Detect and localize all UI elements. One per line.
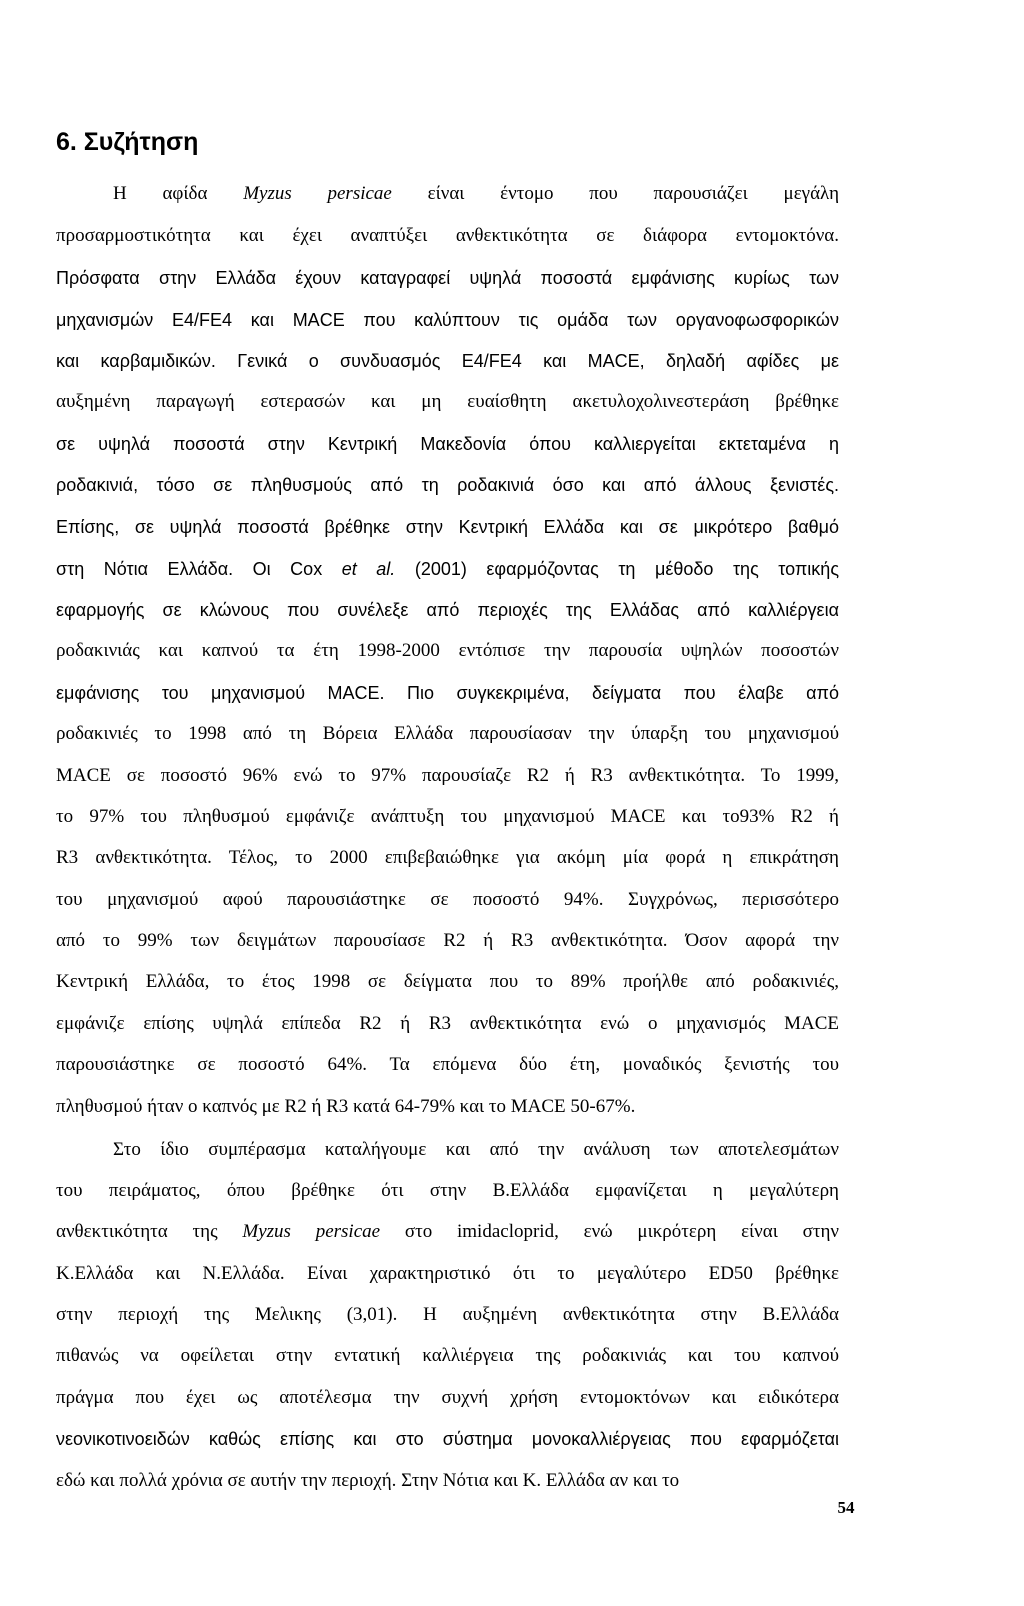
text-run: MACE σε ποσοστό 96% ενώ το 97% παρουσίαζε R2 ή R3 ανθεκτικότητα. Το 1999, bbox=[56, 765, 839, 786]
text-run: παρουσιάστηκε σε ποσοστό 64%. Τα επόμενα δύο έτη, μοναδικός ξενιστής του bbox=[56, 1054, 839, 1075]
text-run: προσαρμοστικότητα και έχει αναπτύξει ανθεκτικότητα σε διάφορα εντομοκτόνα. bbox=[56, 225, 839, 246]
text-run: Myzus persicae bbox=[243, 183, 392, 204]
text-run: το 97% του πληθυσμού εμφάνιζε ανάπτυξη του μηχανισμού MACE και το93% R2 ή bbox=[56, 806, 839, 827]
text-line bbox=[56, 340, 839, 382]
text-line bbox=[56, 1170, 839, 1212]
text-run: Πρόσφατα στην Ελλάδα έχουν καταγραφεί υψηλά ποσοστά εμφάνισης κυρίως των bbox=[56, 268, 839, 288]
text-line bbox=[56, 796, 839, 838]
text-run: Επίσης, σε υψηλά ποσοστά βρέθηκε στην Κεντρική Ελλάδα και σε μικρότερο βαθμό bbox=[56, 517, 839, 537]
text-line bbox=[56, 1418, 839, 1460]
text-line bbox=[56, 1003, 839, 1045]
text-line bbox=[56, 1460, 839, 1502]
text-run: είναι έντομο που παρουσιάζει μεγάλη bbox=[391, 183, 839, 204]
text-run: αυξημένη παραγωγή εστερασών και μη ευαίσθητη ακετυλοχολινεστεράση βρέθηκε bbox=[56, 391, 839, 412]
text-run: του πειράματος, όπου βρέθηκε ότι στην Β.Ελλάδα εμφανίζεται η μεγαλύτερη bbox=[56, 1180, 839, 1201]
text-line bbox=[56, 257, 839, 299]
text-run: Η αφίδα bbox=[113, 183, 244, 204]
text-line bbox=[56, 630, 839, 672]
text-line bbox=[56, 1294, 839, 1336]
text-line bbox=[56, 1253, 839, 1295]
text-line bbox=[56, 713, 839, 755]
text-line bbox=[56, 1086, 839, 1128]
text-line bbox=[113, 1129, 839, 1171]
text-line bbox=[56, 879, 839, 921]
text-run: στη Νότια Ελλάδα. Οι Cox bbox=[56, 559, 342, 579]
text-line bbox=[56, 1377, 839, 1419]
text-run: Κ.Ελλάδα και Ν.Ελλάδα. Είναι χαρακτηριστικό ότι το μεγαλύτερο ED50 βρέθηκε bbox=[56, 1263, 839, 1284]
text-run: σε υψηλά ποσοστά στην Κεντρική Μακεδονία όπου καλλιεργείται εκτεταμένα η bbox=[56, 434, 839, 454]
text-line bbox=[56, 381, 839, 423]
text-run: πράγμα που έχει ως αποτέλεσμα την συχνή χρήση εντομοκτόνων και ειδικότερα bbox=[56, 1387, 839, 1408]
text-run: και καρβαμιδικών. Γενικά ο συνδυασμός E4/FE4 και MACE, δηλαδή αφίδες με bbox=[56, 351, 839, 371]
text-run: του μηχανισμού αφού παρουσιάστηκε σε ποσοστό 94%. Συγχρόνως, περισσότερο bbox=[56, 889, 839, 910]
text-run: R3 ανθεκτικότητα. Τέλος, το 2000 επιβεβαιώθηκε για ακόμη μία φορά η επικράτηση bbox=[56, 847, 839, 868]
section-heading: 6. Συζήτηση bbox=[56, 128, 199, 156]
text-run: (2001) εφαρμόζοντας τη μέθοδο της τοπικής bbox=[395, 559, 839, 579]
text-run: από το 99% των δειγμάτων παρουσίασε R2 ή R3 ανθεκτικότητα. Όσον αφορά την bbox=[56, 930, 839, 951]
text-line bbox=[56, 589, 839, 631]
text-run: νεονικοτινοειδών καθώς επίσης και στο σύστημα μονοκαλλιέργειας που εφαρμόζεται bbox=[56, 1429, 839, 1449]
text-run: Myzus persicae bbox=[242, 1221, 381, 1242]
text-run: ροδακινιά, τόσο σε πληθυσμούς από τη ροδακινιά όσο και από άλλους ξενιστές. bbox=[56, 475, 839, 495]
text-run: ανθεκτικότητα της bbox=[56, 1221, 243, 1242]
text-line bbox=[56, 299, 839, 341]
text-line bbox=[56, 1044, 839, 1086]
text-line bbox=[56, 920, 839, 962]
text-run: στο imidacloprid, ενώ μικρότερη είναι στην bbox=[380, 1221, 839, 1242]
text-line bbox=[56, 215, 839, 257]
text-run: πληθυσμού ήταν ο καπνός με R2 ή R3 κατά 64-79% και το MACE 50-67%. bbox=[56, 1096, 636, 1117]
text-line bbox=[56, 1335, 839, 1377]
text-line bbox=[56, 755, 839, 797]
text-line bbox=[56, 961, 839, 1003]
text-run: εμφάνιζε επίσης υψηλά επίπεδα R2 ή R3 ανθεκτικότητα ενώ ο μηχανισμός MACE bbox=[56, 1013, 839, 1034]
text-line bbox=[113, 173, 839, 215]
text-line bbox=[56, 548, 839, 590]
text-line bbox=[56, 1211, 839, 1253]
text-run: πιθανώς να οφείλεται στην εντατική καλλιέργεια της ροδακινιάς και του καπνού bbox=[56, 1345, 839, 1366]
text-run: μηχανισμών E4/FE4 και MACE που καλύπτουν τις ομάδα των οργανοφωσφορικών bbox=[56, 310, 839, 330]
text-line bbox=[56, 423, 839, 465]
text-run: εφαρμογής σε κλώνους που συνέλεξε από περιοχές της Ελλάδας από καλλιέργεια bbox=[56, 600, 839, 620]
text-run: στην περιοχή της Μελικης (3,01). Η αυξημένη ανθεκτικότητα στην Β.Ελλάδα bbox=[56, 1304, 839, 1325]
text-run: et al. bbox=[341, 559, 396, 579]
text-run: ροδακινιές το 1998 από τη Βόρεια Ελλάδα παρουσίασαν την ύπαρξη του μηχανισμού bbox=[56, 723, 839, 744]
text-line bbox=[56, 506, 839, 548]
text-run: ροδακινιάς και καπνού τα έτη 1998-2000 εντόπισε την παρουσία υψηλών ποσοστών bbox=[56, 640, 839, 661]
page-number: 54 bbox=[837, 1498, 855, 1517]
text-line bbox=[56, 837, 839, 879]
text-run: Κεντρική Ελλάδα, το έτος 1998 σε δείγματα που το 89% προήλθε από ροδακινιές, bbox=[56, 971, 839, 992]
text-line bbox=[56, 464, 839, 506]
text-run: εμφάνισης του μηχανισμού MACE. Πιο συγκεκριμένα, δείγματα που έλαβε από bbox=[56, 683, 839, 703]
text-line bbox=[56, 672, 839, 714]
text-run: Στο ίδιο συμπέρασμα καταλήγουμε και από την ανάλυση των αποτελεσμάτων bbox=[113, 1139, 839, 1160]
text-run: εδώ και πολλά χρόνια σε αυτήν την περιοχή. Στην Νότια και Κ. Ελλάδα αν και το bbox=[56, 1470, 680, 1491]
